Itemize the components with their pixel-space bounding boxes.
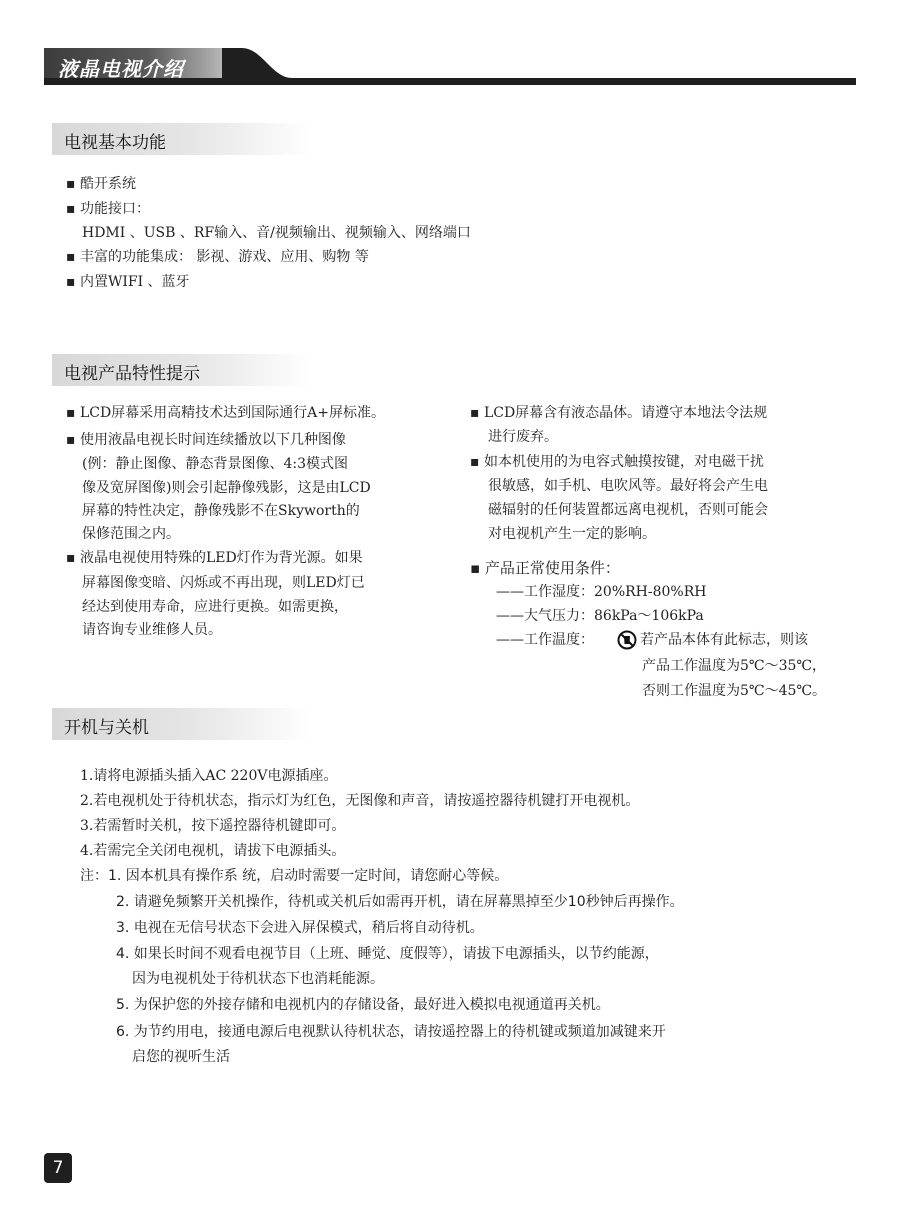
no-disposal-icon [617,630,637,650]
list-item: ▪ LCD屏幕含有液态晶体。请遵守本地法令法规 [470,405,768,421]
list-item-detail: HDMI 、USB 、RF输入、音/视频输出、视频输入、网络端口 [82,225,471,241]
step-item: 3.若需暂时关机，按下遥控器待机键即可。 [80,818,346,834]
section-title: 电视产品特性提示 [64,364,200,384]
note-item: 5. 为保护您的外接存储和电视机内的存储设备，最好进入模拟电视通道再关机。 [116,997,610,1013]
temperature-label: ——工作温度： [496,632,594,648]
list-item: ▪ 内置WIFI 、蓝牙 [66,274,190,290]
list-item: ▪ 酷开系统 [66,176,136,192]
temperature-text: 否则工作温度为5℃～45℃。 [642,683,827,699]
note-item-cont: 因为电视机处于待机状态下也消耗能源。 [132,971,384,987]
list-item-cont: 对电视机产生一定的影响。 [488,526,656,542]
list-item: ▪ 使用液晶电视长时间连续播放以下几种图像 [66,432,346,448]
step-item: 1.请将电源插头插入AC 220V电源插座。 [80,768,338,784]
section-header-power-on-off [52,708,312,740]
list-item-cont: 进行废弃。 [488,429,558,445]
note-item-cont: 启您的视听生活 [132,1049,230,1065]
section-header-basic-functions [52,123,312,155]
list-item-cont: 经达到使用寿命，应进行更换。如需更换， [82,599,348,615]
chapter-title: 液晶电视介绍 [58,57,184,81]
list-item: ▪ 丰富的功能集成： 影视、游戏、应用、购物 等 [66,249,369,265]
list-item: ▪ 液晶电视使用特殊的LED灯作为背光源。如果 [66,550,363,566]
step-item: 4.若需完全关闭电视机，请拔下电源插头。 [80,843,346,859]
section-title: 开机与关机 [64,718,149,738]
temperature-text: 若产品本体有此标志，则该 [640,632,808,648]
note-item: 2. 请避免频繁开关机操作，待机或关机后如需再开机，请在屏幕黑掉至少10秒钟后再操作。 [116,894,684,910]
list-item-cont: (例：静止图像、静态背景图像、4:3模式图 [82,456,348,472]
note-item: 6. 为节约用电，接通电源后电视默认待机状态，请按遥控器上的待机键或频道加减键来开 [116,1024,666,1040]
list-item-cont: 屏幕图像变暗、闪烁或不再出现，则LED灯已 [82,575,365,591]
list-item-cont: 保修范围之内。 [82,526,180,542]
list-item-cont: 磁辐射的任何装置都远离电视机，否则可能会 [488,502,768,518]
list-item-cont: 请咨询专业维修人员。 [82,622,222,638]
list-item-cont: 屏幕的特性决定，静像残影不在Skyworth的 [82,503,360,519]
list-item: ▪ LCD屏幕采用高精技术达到国际通行A+屏标准。 [66,405,386,421]
section-header-product-features [52,354,312,386]
step-item: 2.若电视机处于待机状态，指示灯为红色，无图像和声音，请按遥控器待机键打开电视机。 [80,793,640,809]
note-item: 注：1. 因本机具有操作系 统，启动时需要一定时间，请您耐心等候。 [80,868,509,884]
list-item-cont: 很敏感，如手机、电吹风等。最好将会产生电 [488,478,768,494]
list-item: ▪ 如本机使用的为电容式触摸按键，对电磁干扰 [470,454,764,470]
conditions-title: ▪ 产品正常使用条件： [470,559,620,577]
temperature-text: 产品工作温度为5℃～35℃， [642,658,827,674]
list-item-cont: 像及宽屏图像)则会引起静像残影，这是由LCD [82,480,371,496]
pressure-condition: ——大气压力：86kPa～106kPa [496,608,704,624]
list-item: ▪ 功能接口： [66,201,150,217]
humidity-condition: ——工作湿度：20%RH-80%RH [496,584,707,600]
note-item: 3. 电视在无信号状态下会进入屏保模式，稍后将自动待机。 [116,920,484,936]
page-number: 7 [44,1153,72,1183]
note-item: 4. 如果长时间不观看电视节目（上班、睡觉、度假等），请拔下电源插头，以节约能源， [116,946,659,962]
section-title: 电视基本功能 [64,133,166,153]
